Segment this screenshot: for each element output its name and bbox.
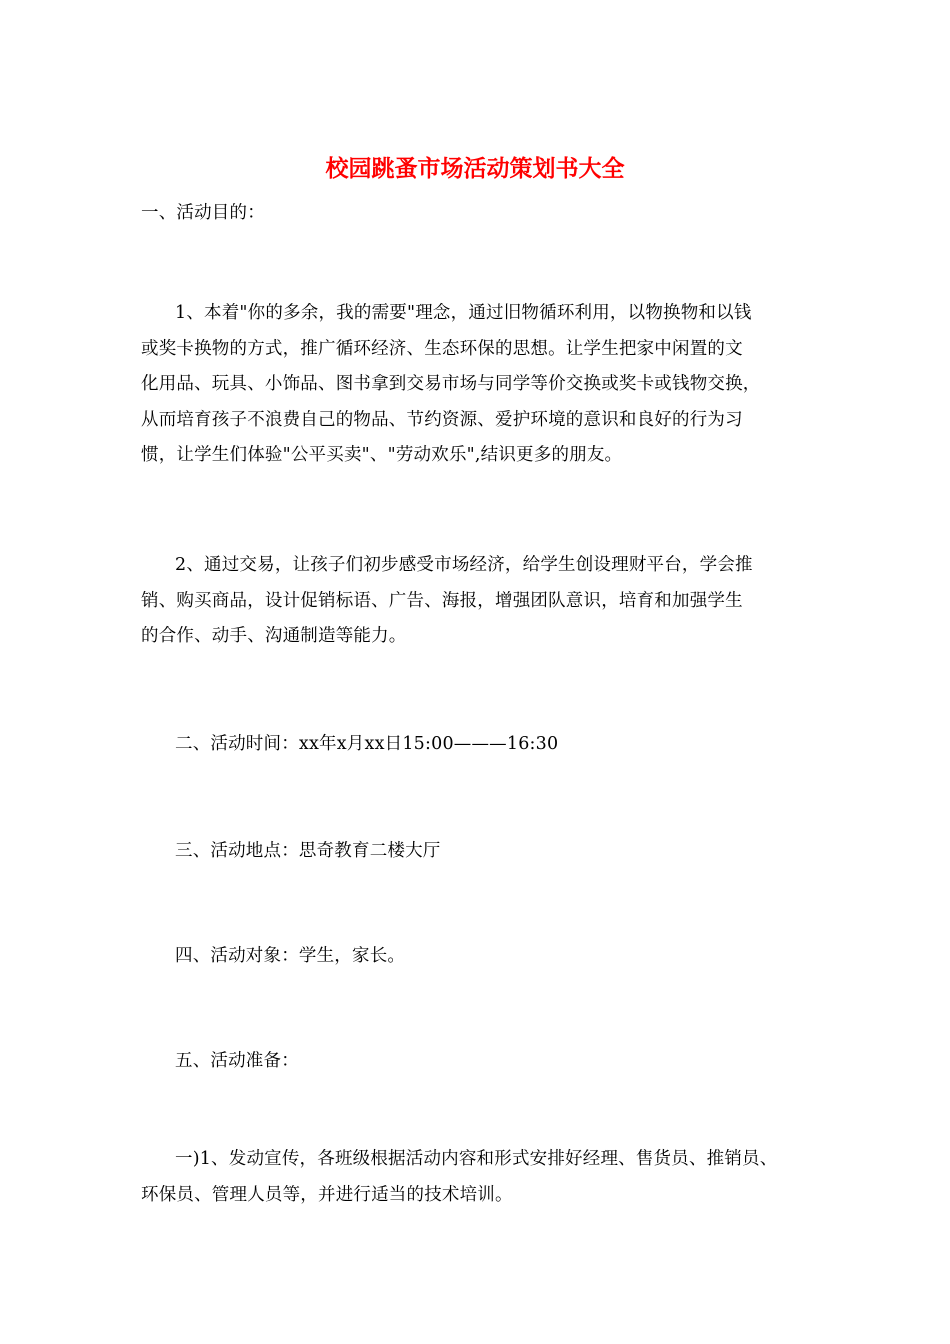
text-line: 环保员、管理人员等，并进行适当的技术培训。	[141, 1184, 513, 1205]
text-line: 一)1、发动宣传，各班级根据活动内容和形式安排好经理、售货员、推销员、	[175, 1149, 778, 1169]
text-line: 或奖卡换物的方式，推广循环经济、生态环保的思想。让学生把家中闲置的文	[141, 338, 743, 359]
section-heading-goal: 一、活动目的：	[141, 203, 265, 223]
text-line: 的合作、动手、沟通制造等能力。	[141, 626, 407, 646]
section-time: 二、活动时间：xx年x月xx日15:00———16:30	[175, 734, 559, 754]
text-line: 销、购买商品，设计促销标语、广告、海报，增强团队意识，培育和加强学生	[141, 590, 743, 611]
section-place: 三、活动地点：思奇教育二楼大厅	[175, 841, 441, 861]
paragraph-goal-2	[141, 548, 821, 655]
document-title: 校园跳蚤市场活动策划书大全	[325, 155, 625, 182]
text-line: 2、通过交易，让孩子们初步感受市场经济，给学生创设理财平台，学会推	[175, 555, 753, 575]
paragraph-prep-1	[141, 1142, 821, 1213]
text-line: 1、本着"你的多余，我的需要"理念，通过旧物循环利用，以物换物和以钱	[175, 303, 752, 323]
section-audience: 四、活动对象：学生，家长。	[175, 946, 406, 966]
text-line: 惯，让学生们体验"公平买卖"、"劳动欢乐",结识更多的朋友。	[141, 445, 623, 465]
section-heading-prep: 五、活动准备：	[175, 1051, 299, 1071]
text-line: 化用品、玩具、小饰品、图书拿到交易市场与同学等价交换或奖卡或钱物交换，	[141, 374, 761, 394]
paragraph-goal-1	[141, 296, 821, 474]
text-line: 从而培育孩子不浪费自己的物品、节约资源、爱护环境的意识和良好的行为习	[141, 409, 743, 430]
